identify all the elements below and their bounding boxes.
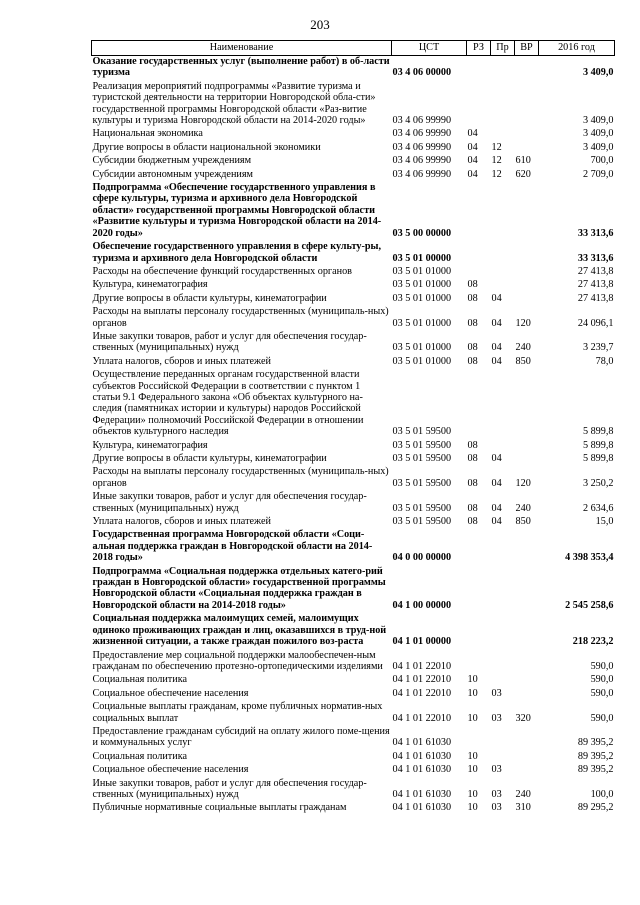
- row-rz-cell: [467, 724, 491, 749]
- row-pr-cell: 03: [491, 764, 502, 776]
- table-row: [92, 762, 615, 775]
- row-vr-cell: [515, 438, 539, 451]
- row-cst-cell: 03 5 01 01000: [392, 355, 452, 367]
- row-amount-cell: 27 413,8: [577, 279, 614, 291]
- table-row: [92, 140, 615, 153]
- row-name-cell: Подпрограмма «Обеспечение государственного управления в сфере культуры, туризма и архивного дела Новгородской области» государственной программы Новгородской области «Развитие культуры и туризма Новгородской области на 2014-2020 годы»: [92, 182, 382, 239]
- row-amount-cell: 4 398 353,4: [565, 552, 614, 564]
- row-cst-cell: 03 5 01 01000: [392, 342, 452, 354]
- row-cst-cell: 04 1 01 22010: [392, 687, 452, 699]
- row-rz-cell: [467, 367, 491, 437]
- row-name-cell: Другие вопросы в области национальной экономики: [92, 141, 321, 153]
- column-header-pr: Пр: [491, 41, 515, 56]
- row-cst-cell: 04 1 01 00000: [392, 636, 452, 648]
- row-cst-cell: 04 1 01 61030: [392, 750, 452, 762]
- row-name-cell: Культура, кинематография: [92, 439, 208, 451]
- row-pr-cell: [491, 724, 515, 749]
- row-amount-cell: 89 395,2: [577, 737, 614, 749]
- row-name-cell: Иные закупки товаров, работ и услуг для обеспечения государ-ственных (муниципальных) нужд: [92, 777, 367, 800]
- row-rz-cell: 04: [467, 128, 478, 140]
- row-name-cell: Оказание государственных услуг (выполнение работ) в об-ласти туризма: [92, 56, 390, 79]
- row-rz-cell: 08: [467, 453, 478, 464]
- row-rz-cell: 08: [467, 502, 478, 514]
- row-pr-cell: 04: [491, 477, 502, 489]
- row-amount-cell: 5 899,8: [582, 439, 614, 451]
- row-pr-cell: [491, 277, 515, 290]
- page-number: 203: [310, 17, 330, 32]
- row-amount-cell: 218 223,2: [572, 636, 614, 648]
- row-amount-cell: 700,0: [590, 155, 614, 167]
- row-vr-cell: [515, 126, 539, 139]
- row-pr-cell: 04: [491, 342, 502, 354]
- row-cst-cell: 03 5 01 01000: [392, 317, 452, 329]
- row-pr-cell: 03: [491, 788, 502, 800]
- row-vr-cell: 120: [515, 317, 531, 329]
- table-row: [92, 239, 615, 264]
- row-name-cell: Другие вопросы в области культуры, кинематографии: [92, 453, 327, 464]
- row-rz-cell: 10: [467, 687, 478, 699]
- table-row: [92, 438, 615, 451]
- table-row: [92, 724, 615, 749]
- row-amount-cell: 590,0: [590, 687, 614, 699]
- row-vr-cell: [515, 749, 539, 762]
- row-rz-cell: 08: [467, 355, 478, 367]
- row-cst-cell: 03 4 06 00000: [392, 67, 452, 79]
- row-vr-cell: [515, 277, 539, 290]
- row-pr-cell: [491, 126, 515, 139]
- row-amount-cell: 590,0: [590, 674, 614, 686]
- row-vr-cell: [515, 611, 539, 647]
- row-amount-cell: 5 899,8: [582, 453, 614, 464]
- table-row: [92, 291, 615, 304]
- row-vr-cell: 850: [515, 516, 531, 528]
- row-amount-cell: 89 395,2: [577, 750, 614, 762]
- table-row: [92, 686, 615, 699]
- row-cst-cell: 03 4 06 99990: [392, 141, 452, 153]
- table-row: [92, 451, 615, 464]
- row-amount-cell: 15,0: [595, 516, 614, 528]
- row-pr-cell: 12: [491, 141, 502, 153]
- row-pr-cell: [491, 180, 515, 239]
- row-vr-cell: [515, 239, 539, 264]
- row-name-cell: Культура, кинематография: [92, 279, 208, 291]
- row-name-cell: Уплата налогов, сборов и иных платежей: [92, 355, 271, 367]
- row-name-cell: Уплата налогов, сборов и иных платежей: [92, 516, 271, 528]
- row-vr-cell: 240: [515, 788, 531, 800]
- row-cst-cell: 03 5 01 59500: [392, 453, 452, 464]
- row-amount-cell: 2 545 258,6: [565, 599, 614, 611]
- row-rz-cell: [467, 264, 491, 277]
- row-name-cell: Публичные нормативные социальные выплаты гражданам: [92, 802, 347, 814]
- table-row: [92, 367, 615, 437]
- table-row: [92, 776, 615, 801]
- row-amount-cell: 100,0: [590, 788, 614, 800]
- row-vr-cell: [515, 140, 539, 153]
- row-vr-cell: [515, 79, 539, 127]
- row-pr-cell: [491, 749, 515, 762]
- row-amount-cell: 3 409,0: [582, 67, 614, 79]
- table-row: [92, 79, 615, 127]
- row-cst-cell: 04 1 01 22010: [392, 674, 452, 686]
- row-pr-cell: [491, 648, 515, 673]
- row-rz-cell: 10: [467, 802, 478, 814]
- row-pr-cell: 04: [491, 292, 502, 304]
- row-vr-cell: 240: [515, 502, 531, 514]
- row-vr-cell: [515, 527, 539, 563]
- row-name-cell: Обеспечение государственного управления в сфере культу-ры, туризма и архивного дела Новгородской области: [92, 241, 382, 264]
- row-rz-cell: 04: [467, 155, 478, 167]
- column-header-rz: РЗ: [467, 41, 491, 56]
- row-cst-cell: 03 5 01 01000: [392, 265, 452, 277]
- table-row: [92, 277, 615, 290]
- row-name-cell: Социальные выплаты гражданам, кроме публичных норматив-ных социальных выплат: [92, 701, 383, 724]
- table-row: [92, 699, 615, 724]
- row-amount-cell: 3 409,0: [582, 141, 614, 153]
- row-amount-cell: 27 413,8: [577, 265, 614, 277]
- row-vr-cell: [515, 724, 539, 749]
- table-row: [92, 304, 615, 329]
- row-cst-cell: 03 5 01 00000: [392, 252, 452, 264]
- table-row: [92, 749, 615, 762]
- table-row: [92, 564, 615, 612]
- row-rz-cell: 10: [467, 712, 478, 724]
- row-rz-cell: 08: [467, 292, 478, 304]
- row-cst-cell: 04 1 01 61030: [392, 764, 452, 776]
- row-vr-cell: [515, 672, 539, 685]
- row-vr-cell: 120: [515, 477, 531, 489]
- row-amount-cell: 27 413,8: [577, 292, 614, 304]
- table-body: [92, 56, 615, 814]
- row-cst-cell: 03 5 01 59500: [392, 516, 452, 528]
- table-row: [92, 180, 615, 239]
- table-row: [92, 464, 615, 489]
- row-cst-cell: 04 0 00 00000: [392, 552, 452, 564]
- row-cst-cell: 03 5 01 59500: [392, 477, 452, 489]
- row-pr-cell: 03: [491, 802, 502, 814]
- row-amount-cell: 3 409,0: [582, 115, 614, 127]
- row-pr-cell: [491, 611, 515, 647]
- row-name-cell: Предоставление мер социальной поддержки малообеспечен-ным гражданам по обеспечению протезно-ортопедическими изделиями: [92, 649, 383, 672]
- row-name-cell: Социальная поддержка малоимущих семей, малоимущих одиноко проживающих граждан и лиц, оказавшихся в труд-ной жизненной ситуации, а также граждан пожилого воз-раста: [92, 613, 387, 648]
- row-cst-cell: 04 1 01 22010: [392, 660, 452, 672]
- row-rz-cell: [467, 180, 491, 239]
- row-pr-cell: [491, 79, 515, 127]
- row-name-cell: Национальная экономика: [92, 128, 203, 140]
- table-row: [92, 648, 615, 673]
- row-name-cell: Другие вопросы в области культуры, кинематографии: [92, 292, 327, 304]
- row-vr-cell: [515, 264, 539, 277]
- row-rz-cell: 10: [467, 674, 478, 686]
- row-cst-cell: 03 4 06 99990: [392, 115, 452, 127]
- row-name-cell: Подпрограмма «Социальная поддержка отдельных катего-рий граждан в Новгородской области» государственной программы Новгородской области «Социальная поддержка граждан в Новгородской области на 2014-2018 годы»: [92, 565, 386, 611]
- table-row: [92, 527, 615, 563]
- row-rz-cell: [467, 239, 491, 264]
- row-amount-cell: 33 313,6: [577, 252, 614, 264]
- row-cst-cell: 03 5 01 59500: [392, 426, 452, 438]
- row-rz-cell: 10: [467, 788, 478, 800]
- row-amount-cell: 2 709,0: [582, 168, 614, 180]
- row-vr-cell: [515, 762, 539, 775]
- row-rz-cell: [467, 564, 491, 612]
- row-cst-cell: 03 5 01 59500: [392, 439, 452, 451]
- row-pr-cell: [491, 264, 515, 277]
- column-header-name: Наименование: [92, 41, 392, 56]
- row-rz-cell: 08: [467, 279, 478, 291]
- table-row: [92, 126, 615, 139]
- row-pr-cell: 04: [491, 317, 502, 329]
- row-cst-cell: 04 1 01 22010: [392, 712, 452, 724]
- row-rz-cell: 08: [467, 516, 478, 528]
- row-amount-cell: 89 395,2: [577, 764, 614, 776]
- row-name-cell: Расходы на выплаты персоналу государственных (муниципаль-ных) органов: [92, 466, 389, 489]
- row-rz-cell: 08: [467, 317, 478, 329]
- column-header-amount: 2016 год: [539, 41, 615, 56]
- table-row: [92, 514, 615, 527]
- table-row: [92, 56, 615, 79]
- row-vr-cell: 320: [515, 712, 531, 724]
- row-cst-cell: 03 5 01 01000: [392, 279, 452, 291]
- row-name-cell: Предоставление гражданам субсидий на оплату жилого поме-щения и коммунальных услуг: [92, 725, 390, 749]
- column-header-cst: ЦСТ: [392, 41, 467, 56]
- row-name-cell: Расходы на выплаты персоналу государственных (муниципаль-ных) органов: [92, 306, 389, 329]
- row-vr-cell: [515, 564, 539, 612]
- row-amount-cell: 24 096,1: [577, 317, 614, 329]
- row-cst-cell: 03 4 06 99990: [392, 168, 452, 180]
- row-cst-cell: 04 1 01 61030: [392, 802, 452, 814]
- row-name-cell: Субсидии автономным учреждениям: [92, 168, 253, 180]
- row-cst-cell: 03 4 06 99990: [392, 128, 452, 140]
- row-pr-cell: 04: [491, 355, 502, 367]
- table-row: [92, 672, 615, 685]
- row-name-cell: Социальная политика: [92, 750, 188, 762]
- row-rz-cell: 04: [467, 141, 478, 153]
- row-pr-cell: [491, 56, 515, 79]
- row-amount-cell: 5 899,8: [582, 426, 614, 438]
- budget-table: [91, 40, 615, 814]
- row-name-cell: Реализация мероприятий подпрограммы «Развитие туризма и туристской деятельности на территории Новгородской обла-сти» государственной программы Новгородской области «Раз-витие культуры и туризма Новгородской области на 2014-2020 годы»: [92, 80, 376, 127]
- row-rz-cell: 10: [467, 750, 478, 762]
- table-row: [92, 264, 615, 277]
- table-row: [92, 611, 615, 647]
- row-pr-cell: [491, 564, 515, 612]
- row-rz-cell: [467, 527, 491, 563]
- row-rz-cell: 08: [467, 439, 478, 451]
- row-pr-cell: 04: [491, 516, 502, 528]
- table-row: [92, 800, 615, 813]
- row-name-cell: Субсидии бюджетным учреждениям: [92, 155, 252, 167]
- row-rz-cell: 10: [467, 764, 478, 776]
- row-vr-cell: [515, 451, 539, 464]
- row-rz-cell: [467, 79, 491, 127]
- row-vr-cell: 310: [515, 802, 531, 814]
- row-amount-cell: 590,0: [590, 660, 614, 672]
- table-header: [92, 41, 615, 56]
- row-rz-cell: [467, 611, 491, 647]
- row-vr-cell: [515, 648, 539, 673]
- row-name-cell: Социальная политика: [92, 674, 188, 686]
- row-vr-cell: 850: [515, 355, 531, 367]
- row-amount-cell: 3 239,7: [582, 342, 614, 354]
- row-pr-cell: 12: [491, 155, 502, 167]
- row-amount-cell: 3 250,2: [582, 477, 614, 489]
- row-name-cell: Социальное обеспечение населения: [92, 687, 249, 699]
- row-vr-cell: 620: [515, 168, 531, 180]
- row-cst-cell: 03 5 01 59500: [392, 502, 452, 514]
- row-name-cell: Государственная программа Новгородской области «Соци-альная поддержка граждан в Новгородской области на 2014-2018 годы»: [92, 529, 373, 564]
- row-cst-cell: 04 1 00 00000: [392, 599, 452, 611]
- row-vr-cell: [515, 686, 539, 699]
- table-row: [92, 153, 615, 166]
- row-pr-cell: 03: [491, 712, 502, 724]
- row-amount-cell: 2 634,6: [582, 502, 614, 514]
- row-amount-cell: 89 295,2: [577, 802, 614, 814]
- row-name-cell: Расходы на обеспечение функций государственных органов: [92, 265, 352, 277]
- row-pr-cell: [491, 672, 515, 685]
- row-rz-cell: 08: [467, 342, 478, 354]
- row-name-cell: Иные закупки товаров, работ и услуг для обеспечения государ-ственных (муниципальных) нужд: [92, 330, 367, 354]
- row-name-cell: Иные закупки товаров, работ и услуг для обеспечения государ-ственных (муниципальных) нужд: [92, 491, 367, 514]
- row-pr-cell: 03: [491, 687, 502, 699]
- row-cst-cell: 04 1 01 61030: [392, 788, 452, 800]
- row-amount-cell: 78,0: [595, 355, 614, 367]
- row-cst-cell: 03 5 01 01000: [392, 292, 452, 304]
- table-row: [92, 354, 615, 367]
- row-cst-cell: 03 5 00 00000: [392, 227, 452, 239]
- row-rz-cell: 04: [467, 168, 478, 180]
- row-vr-cell: [515, 367, 539, 437]
- row-pr-cell: 04: [491, 453, 502, 464]
- row-vr-cell: [515, 291, 539, 304]
- row-rz-cell: [467, 56, 491, 79]
- row-pr-cell: [491, 527, 515, 563]
- row-amount-cell: 3 409,0: [582, 128, 614, 140]
- row-vr-cell: [515, 56, 539, 79]
- row-name-cell: Осуществление переданных органам государственной власти субъектов Российской Федерации в соответствии с пунктом 1 статьи 9.1 Федерального закона «Об объектах культурного на-следия (памятниках истории и культуры) народов Российской Федерации» полномочий Российской Федерации в отношении объектов культурного наследия: [92, 369, 364, 438]
- row-name-cell: Социальное обеспечение населения: [92, 764, 249, 776]
- row-cst-cell: 03 4 06 99990: [392, 155, 452, 167]
- row-vr-cell: 610: [515, 155, 531, 167]
- row-rz-cell: [467, 648, 491, 673]
- row-pr-cell: [491, 367, 515, 437]
- row-rz-cell: 08: [467, 477, 478, 489]
- row-pr-cell: [491, 438, 515, 451]
- row-pr-cell: 12: [491, 168, 502, 180]
- row-vr-cell: 240: [515, 342, 531, 354]
- row-vr-cell: [515, 180, 539, 239]
- table-row: [92, 329, 615, 354]
- row-amount-cell: 33 313,6: [577, 227, 614, 239]
- table-row: [92, 489, 615, 514]
- table-row: [92, 167, 615, 180]
- column-header-vr: ВР: [515, 41, 539, 56]
- row-pr-cell: 04: [491, 502, 502, 514]
- row-amount-cell: 590,0: [590, 712, 614, 724]
- row-cst-cell: 04 1 01 61030: [392, 737, 452, 749]
- row-pr-cell: [491, 239, 515, 264]
